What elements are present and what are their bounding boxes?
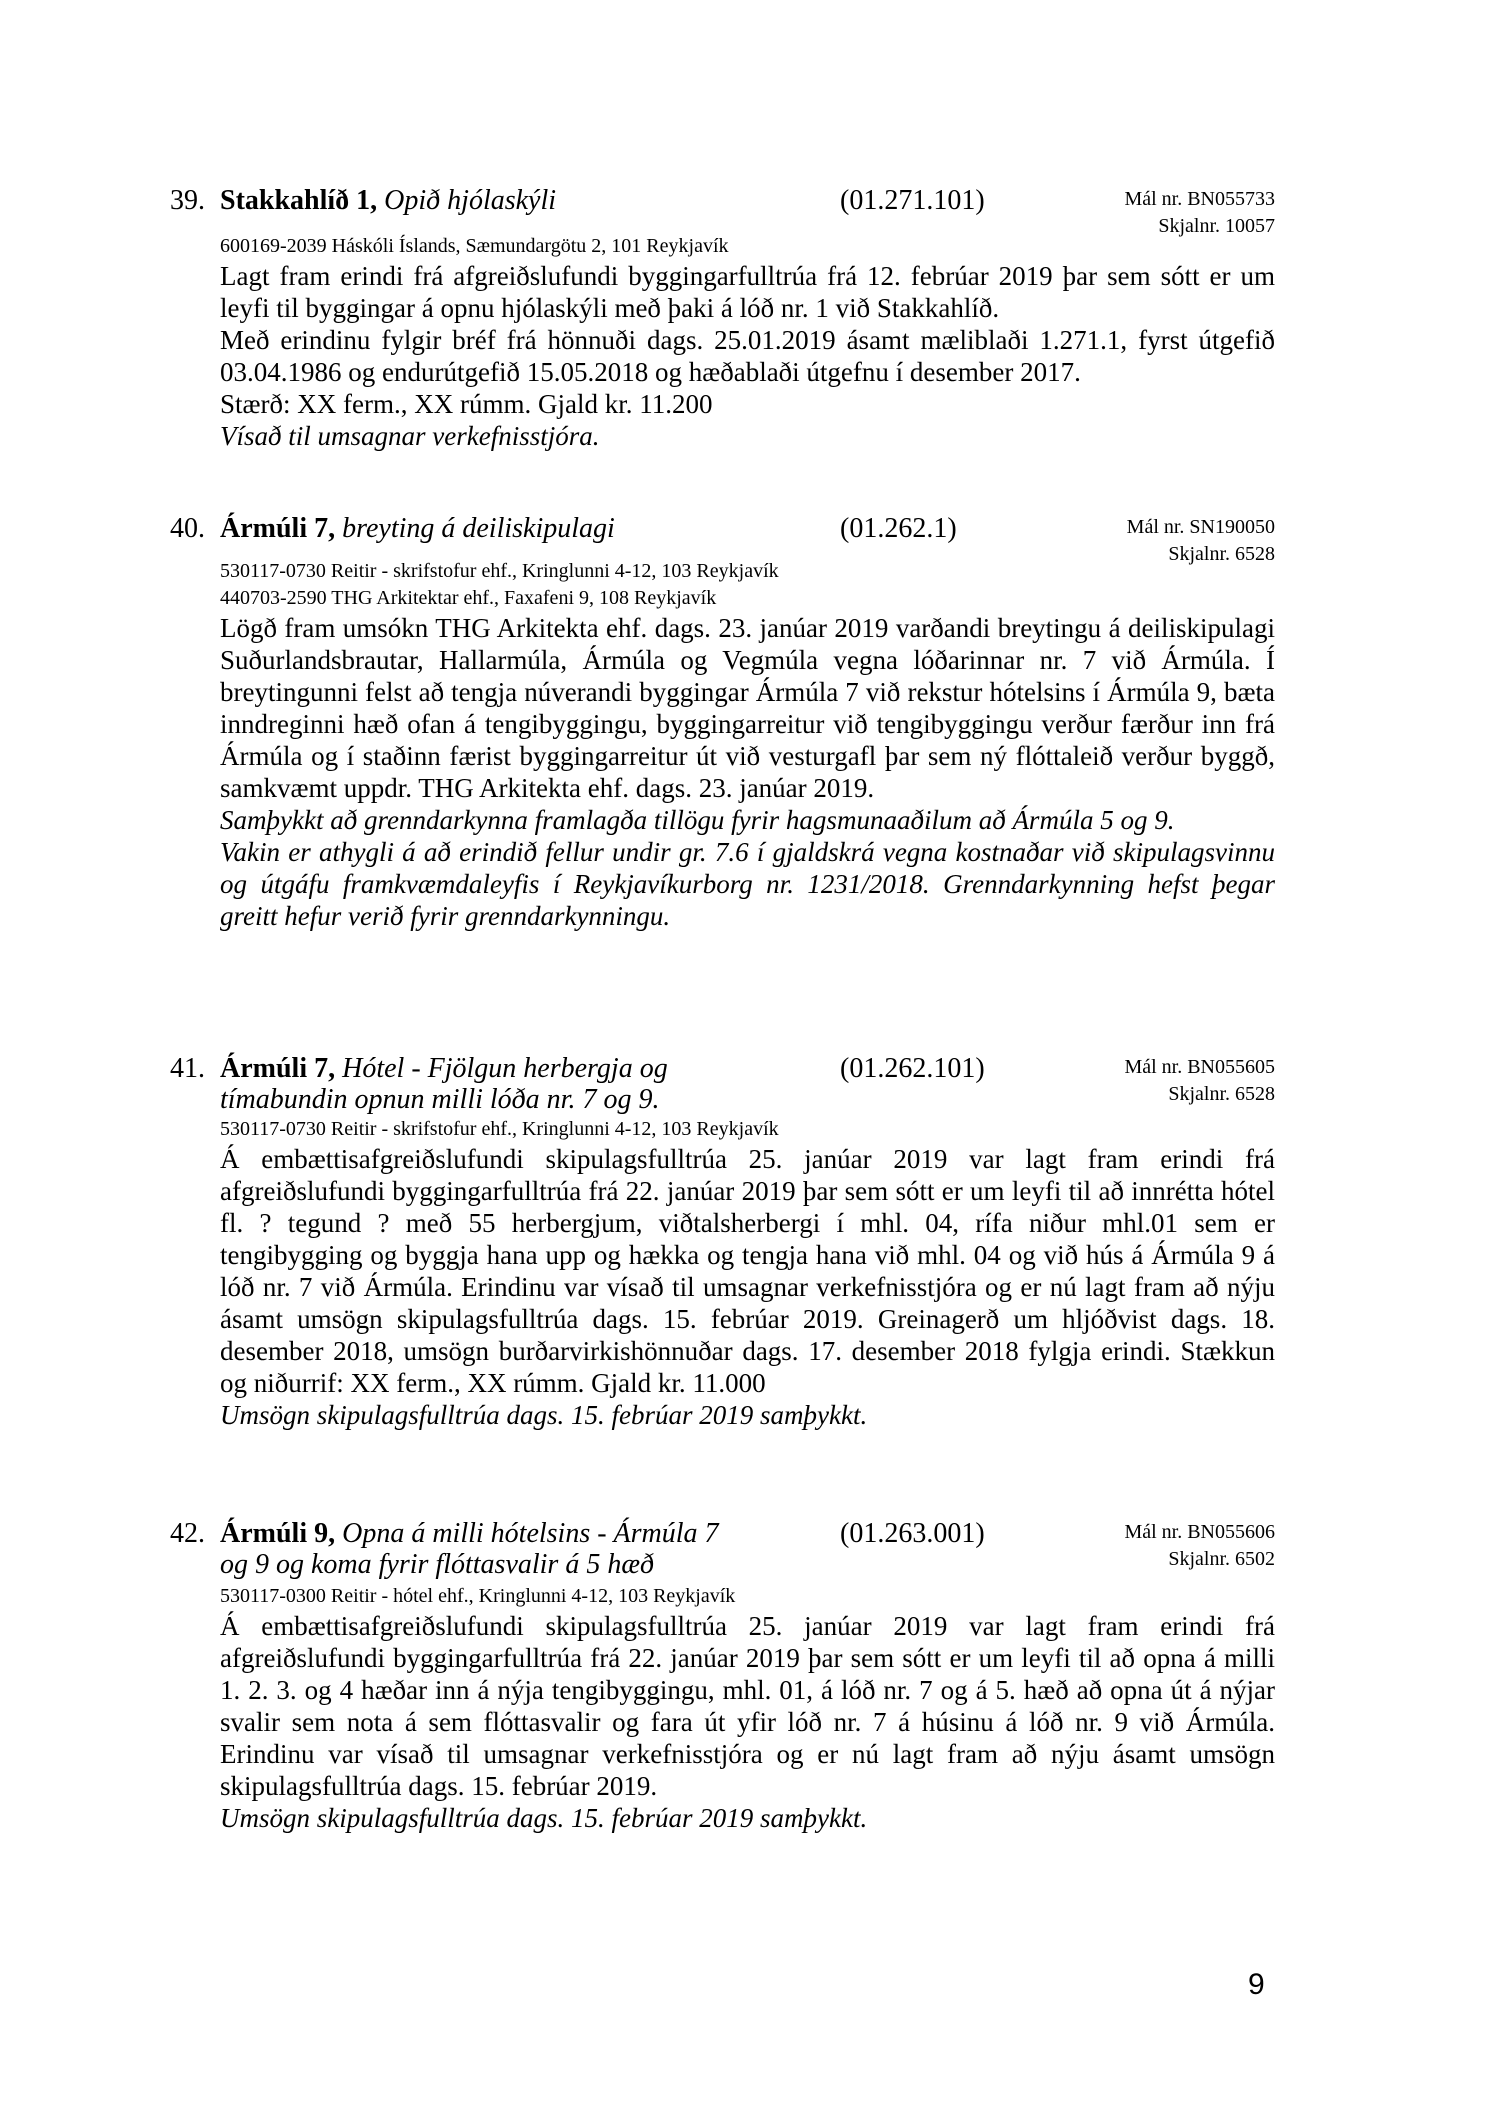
case-number: Mál nr. BN055733	[1124, 188, 1275, 210]
item-number: 40.	[170, 513, 205, 544]
item-header	[220, 1518, 1275, 1580]
body-paragraph: Á embættisafgreiðslufundi skipulagsfulltrúa 25. janúar 2019 var lagt fram erindi frá afgreiðslufundi byggingarfulltrúa frá 22. janúar 2019 þar sem sótt er um leyfi til að innrétta hótel fl. ? tegund ? með 55 herbergjum, viðtalsherbergi í mhl. 04, rífa niður mhl.01 sem er tengibygging og byggja hana upp og hækka og tengja hana við mhl. 04 og við hús á Ármúla 9 á lóð nr. 7 við Ármúla. Erindinu var vísað til umsagnar verkefnisstjóra og er nú lagt fram að nýju ásamt umsögn skipulagsfulltrúa dags. 15. febrúar 2019. Greinagerð um hljóðvist dags. 18. desember 2018, umsögn burðarvirkishönnuðar dags. 17. desember 2018 fylgja erindi. Stækkun og niðurrif: XX ferm., XX rúmm. Gjald kr. 11.000	[220, 1144, 1275, 1398]
item-title	[220, 1053, 835, 1115]
item-number: 39.	[170, 185, 205, 216]
decision-paragraph: Samþykkt að grenndarkynna framlagða tillögu fyrir hagsmunaaðilum að Ármúla 5 og 9.	[220, 805, 1175, 835]
body-paragraph: Lagt fram erindi frá afgreiðslufundi byggingarfulltrúa frá 12. febrúar 2019 þar sem sótt er um leyfi til byggingar á opnu hjólaskýli með þaki á lóð nr. 1 við Stakkahlíð.	[220, 261, 1275, 323]
case-references	[1124, 1519, 1275, 1573]
item-body	[220, 612, 1275, 932]
case-code: (01.263.001)	[840, 1518, 985, 1549]
party-line: 530117-0730 Reitir - skrifstofur ehf., Kringlunni 4-12, 103 Reykjavík	[220, 560, 779, 582]
case-code: (01.271.101)	[840, 185, 985, 216]
document-number: Skjalnr. 6502	[1168, 1548, 1275, 1570]
item-title	[220, 1518, 835, 1580]
body-paragraph: Á embættisafgreiðslufundi skipulagsfulltrúa 25. janúar 2019 var lagt fram erindi frá afgreiðslufundi byggingarfulltrúa frá 22. janúar 2019 þar sem sótt er um leyfi til að opna á milli 1. 2. 3. og 4 hæðar inn á nýja tengibyggingu, mhl. 01, á lóð nr. 7 og á 5. hæð að opna út á nýjar svalir sem nota á sem flóttasvalir og fara út yfir lóð nr. 7 á húsinu á lóð nr. 9 við Ármúla. Erindinu var vísað til umsagnar verkefnisstjóra og er nú lagt fram að nýju ásamt umsögn skipulagsfulltrúa dags. 15. febrúar 2019.	[220, 1611, 1275, 1801]
parties	[220, 558, 1275, 612]
body-paragraph: Lögð fram umsókn THG Arkitekta ehf. dags. 23. janúar 2019 varðandi breytingu á deiliskipulagi Suðurlandsbrautar, Hallarmúla, Ármúla og Vegmúla vegna lóðarinnar nr. 7 við Ármúla. Í breytingunni felst að tengja núverandi byggingar Ármúla 7 við rekstur hótelsins í Ármúla 9, bæta inndreginni hæð ofan á tengibyggingu, byggingarreitur við tengibyggingu verður færður inn frá Ármúla og í staðinn færist byggingarreitur út við vesturgafl þar sem ný flóttaleið verður byggð, samkvæmt uppdr. THG Arkitekta ehf. dags. 23. janúar 2019.	[220, 613, 1275, 803]
case-references	[1124, 1054, 1275, 1108]
item-title-address: Stakkahlíð 1,	[220, 185, 378, 216]
item-title-subject: breyting á deiliskipulagi	[342, 513, 615, 544]
item-number: 42.	[170, 1518, 205, 1549]
item-title	[220, 185, 835, 216]
document-number: Skjalnr. 10057	[1158, 215, 1275, 237]
agenda-item-39	[170, 185, 1275, 452]
parties	[220, 1116, 1275, 1143]
case-code: (01.262.101)	[840, 1053, 985, 1084]
parties	[220, 233, 1275, 260]
agenda-item-40	[170, 513, 1275, 932]
case-references	[1124, 186, 1275, 240]
party-line: 530117-0730 Reitir - skrifstofur ehf., Kringlunni 4-12, 103 Reykjavík	[220, 1118, 779, 1140]
item-title-subject: Opna á milli hótelsins - Ármúla 7	[342, 1518, 719, 1549]
party-line: 600169-2039 Háskóli Íslands, Sæmundargötu 2, 101 Reykjavík	[220, 235, 729, 257]
item-title-address: Ármúli 9,	[220, 1518, 336, 1549]
party-line: 530117-0300 Reitir - hótel ehf., Kringlunni 4-12, 103 Reykjavík	[220, 1585, 736, 1607]
document-number: Skjalnr. 6528	[1168, 543, 1275, 565]
decision-paragraph: Umsögn skipulagsfulltrúa dags. 15. febrúar 2019 samþykkt.	[220, 1400, 868, 1430]
item-header	[220, 1053, 1275, 1115]
parties	[220, 1583, 1275, 1610]
item-title	[220, 513, 835, 544]
agenda-item-42	[170, 1518, 1275, 1834]
item-body	[220, 1610, 1275, 1834]
item-title-address: Ármúli 7,	[220, 513, 336, 544]
decision-paragraph: Umsögn skipulagsfulltrúa dags. 15. febrúar 2019 samþykkt.	[220, 1803, 868, 1833]
body-paragraph: Með erindinu fylgir bréf frá hönnuði dags. 25.01.2019 ásamt mæliblaði 1.271.1, fyrst útgefið 03.04.1986 og endurútgefið 15.05.2018 og hæðablaði útgefnu í desember 2017.	[220, 325, 1275, 387]
case-code: (01.262.1)	[840, 513, 957, 544]
case-number: Mál nr. BN055606	[1124, 1521, 1275, 1543]
item-number: 41.	[170, 1053, 205, 1084]
item-title-subject: Opið hjólaskýli	[384, 185, 557, 216]
case-references	[1127, 514, 1275, 568]
page-number: 9	[1248, 1968, 1265, 2001]
item-header	[220, 513, 1275, 565]
decision-paragraph: Vísað til umsagnar verkefnisstjóra.	[220, 421, 600, 451]
decision-paragraph: Vakin er athygli á að erindið fellur undir gr. 7.6 í gjaldskrá vegna kostnaðar við skipulagsvinnu og útgáfu framkvæmdaleyfis í Reykjavíkurborg nr. 1231/2018. Grenndarkynning hefst þegar greitt hefur verið fyrir grenndarkynningu.	[220, 837, 1275, 931]
body-paragraph: Stærð: XX ferm., XX rúmm. Gjald kr. 11.200	[220, 389, 713, 419]
agenda-item-41	[170, 1053, 1275, 1431]
item-title-subject-line2: tímabundin opnun milli lóða nr. 7 og 9.	[220, 1084, 660, 1115]
item-title-subject-line2: og 9 og koma fyrir flóttasvalir á 5 hæð	[220, 1549, 654, 1580]
case-number: Mál nr. BN055605	[1124, 1056, 1275, 1078]
case-number: Mál nr. SN190050	[1126, 516, 1275, 538]
party-line: 440703-2590 THG Arkitektar ehf., Faxafeni 9, 108 Reykjavík	[220, 587, 717, 609]
item-body	[220, 1143, 1275, 1431]
item-title-address: Ármúli 7,	[220, 1053, 336, 1084]
item-header	[220, 185, 1275, 237]
item-title-subject: Hótel - Fjölgun herbergja og	[342, 1053, 668, 1084]
document-number: Skjalnr. 6528	[1168, 1083, 1275, 1105]
item-body	[220, 260, 1275, 452]
